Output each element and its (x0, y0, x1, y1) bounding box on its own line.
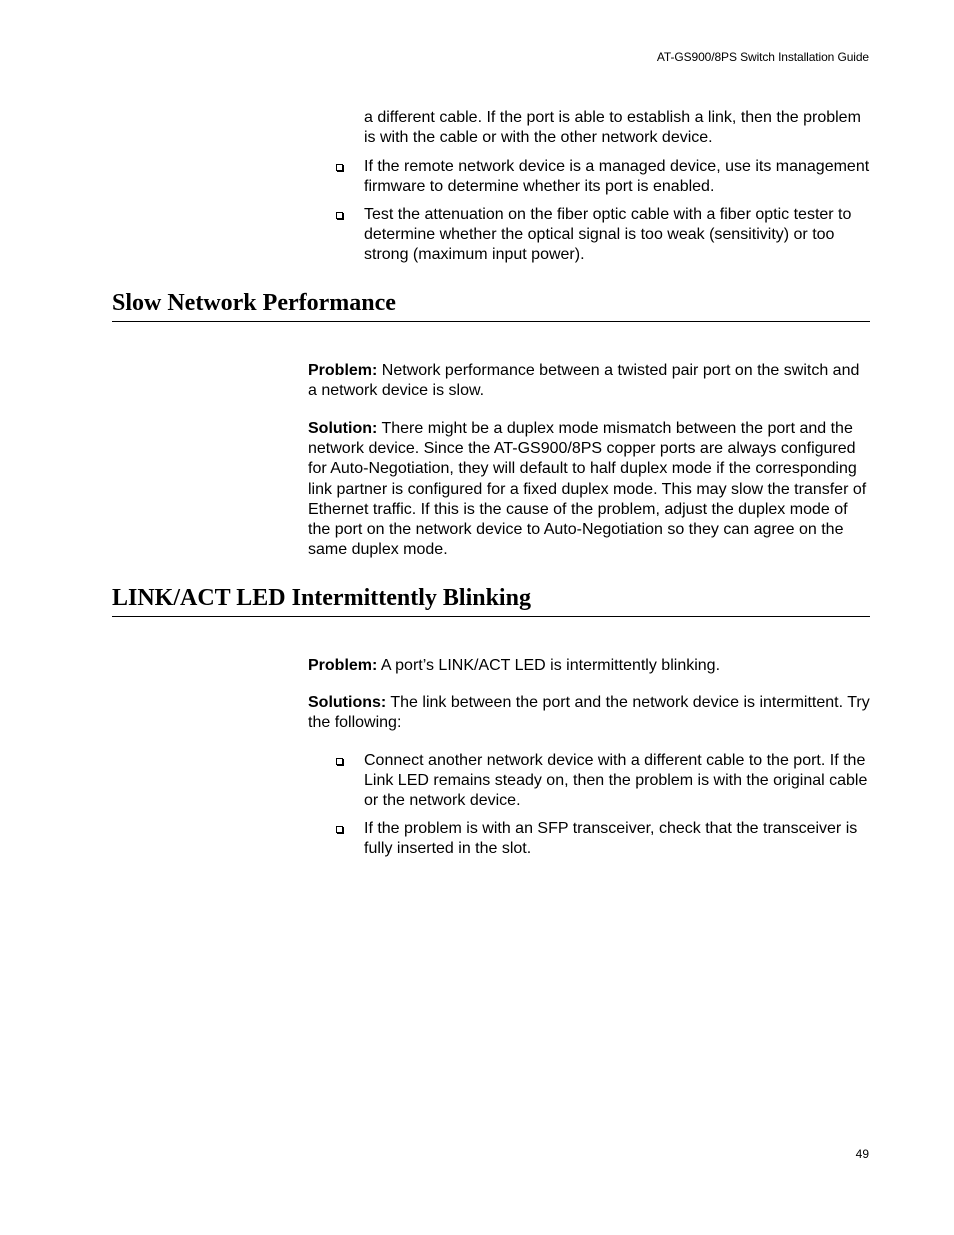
section2-problem (308, 656, 870, 676)
solution-label: Solution: (308, 420, 378, 437)
section1-solution (308, 419, 870, 560)
problem-label: Problem: (308, 657, 378, 674)
section2-solution (308, 693, 870, 733)
list-item (334, 205, 870, 266)
list-item (334, 157, 870, 197)
checkbox-bullet-icon (336, 164, 343, 171)
problem-text: A port’s LINK/ACT LED is intermittently blinking. (377, 657, 721, 674)
list-item-text: If the problem is with an SFP transceiver, check that the transceiver is fully inserted in the slot. (364, 820, 858, 858)
running-header: AT-GS900/8PS Switch Installation Guide (656, 50, 869, 64)
solution-text: There might be a duplex mode mismatch between the port and the network device. Since the AT-GS900/8PS copper ports are always configured for Auto-Negotiation, they will default to half duplex mode if the corresponding link partner is configured for a fixed duplex mode. This may slow the transfer of Ethernet traffic. If this is the cause of the problem, adjust the duplex mode of the port on the network device to Auto-Negotiation so they can agree on the same duplex mode. (308, 420, 867, 559)
top-bullet-list (334, 157, 870, 273)
section-heading-slow-network: Slow Network Performance (112, 289, 870, 322)
list-item (334, 751, 870, 812)
checkbox-bullet-icon (336, 212, 343, 219)
list-item-text: Test the attenuation on the fiber optic cable with a fiber optic tester to determine whether the optical signal is too weak (sensitivity) or too strong (maximum input power). (364, 205, 852, 264)
solution-text: The link between the port and the network device is intermittent. Try the following: (308, 694, 870, 732)
checkbox-bullet-icon (336, 826, 343, 833)
list-item-text: If the remote network device is a managed device, use its management firmware to determine whether its port is enabled. (364, 158, 870, 196)
section-heading-link-act: LINK/ACT LED Intermittently Blinking (112, 584, 870, 617)
list-item-text: Connect another network device with a different cable to the port. If the Link LED remains steady on, then the problem is with the original cable or the network device. (364, 752, 868, 810)
page-number: 49 (855, 1147, 869, 1161)
checkbox-bullet-icon (336, 758, 343, 765)
continued-paragraph: a different cable. If the port is able to establish a link, then the problem is with the cable or with the other network device. (364, 109, 861, 147)
section1-problem (308, 361, 870, 401)
problem-label: Problem: (308, 362, 378, 379)
section2-bullet-list (334, 751, 870, 867)
list-item (334, 819, 870, 859)
problem-text: Network performance between a twisted pair port on the switch and a network device is slow. (308, 362, 860, 400)
solution-label: Solutions: (308, 694, 387, 711)
